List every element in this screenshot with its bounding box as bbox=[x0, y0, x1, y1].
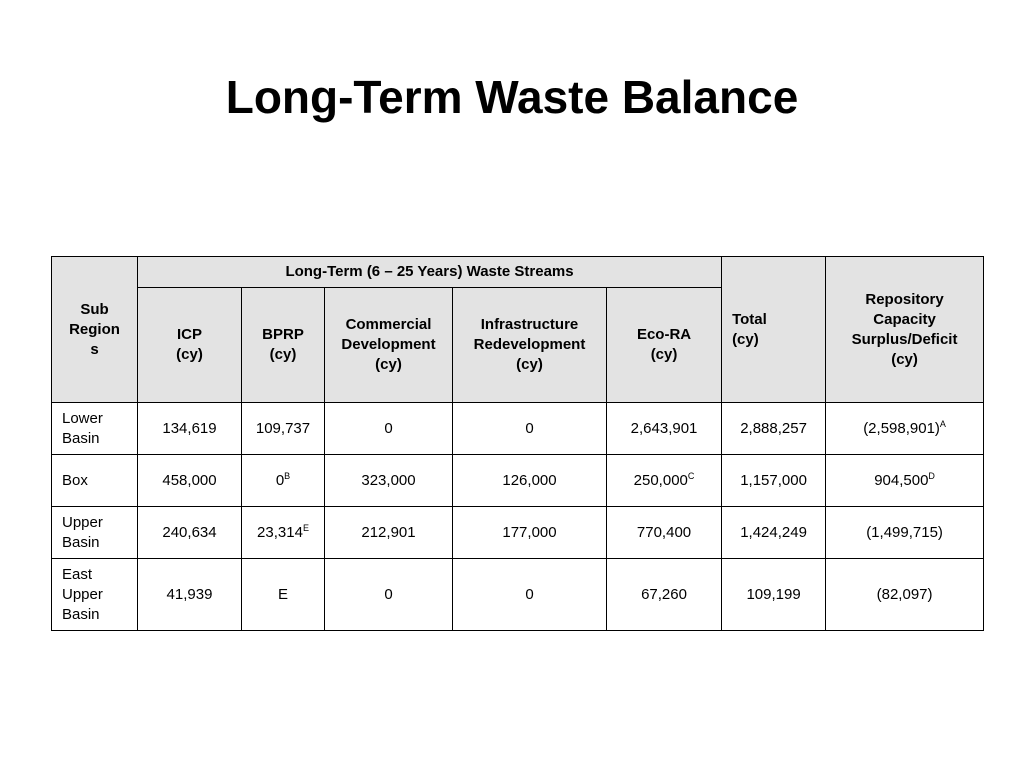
header-total: Total (cy) bbox=[722, 257, 826, 403]
header-bprp: BPRP (cy) bbox=[242, 288, 325, 403]
header-icp: ICP (cy) bbox=[138, 288, 242, 403]
cell-repository: $(2,598,901)^A$ bbox=[826, 403, 984, 455]
footnote-marker: C bbox=[687, 470, 695, 481]
cell-icp: 240,634 bbox=[138, 507, 242, 559]
page-title: Long-Term Waste Balance bbox=[225, 71, 799, 123]
table-row bbox=[52, 455, 984, 507]
cell-infrastructure: 0 bbox=[453, 403, 607, 455]
cell-commercial: 0 bbox=[325, 403, 453, 455]
footnote-marker: D bbox=[928, 470, 935, 481]
table-row bbox=[52, 559, 984, 631]
cell-repository: $904,500^D$ bbox=[826, 455, 984, 507]
cell-region: Lower Basin bbox=[52, 403, 138, 455]
cell-infrastructure: 0 bbox=[453, 559, 607, 631]
cell-infrastructure: 177,000 bbox=[453, 507, 607, 559]
waste-balance-table bbox=[51, 256, 984, 631]
cell-total: 109,199 bbox=[722, 559, 826, 631]
cell-commercial: 0 bbox=[325, 559, 453, 631]
cell-bprp: E bbox=[242, 559, 325, 631]
cell-total: 1,424,249 bbox=[722, 507, 826, 559]
cell-total: 2,888,257 bbox=[722, 403, 826, 455]
header-infrastructure-redevelopment: Infrastructure Redevelopment (cy) bbox=[453, 288, 607, 403]
header-repository-capacity: Repository Capacity Surplus/Deficit (cy) bbox=[826, 257, 984, 403]
cell-eco-ra: 67,260 bbox=[607, 559, 722, 631]
cell-region: Upper Basin bbox=[52, 507, 138, 559]
header-waste-streams-group: Long-Term (6 – 25 Years) Waste Streams bbox=[138, 257, 722, 288]
header-eco-ra: Eco-RA (cy) bbox=[607, 288, 722, 403]
cell-region: Box bbox=[52, 455, 138, 507]
cell-bprp: 109,737 bbox=[242, 403, 325, 455]
cell-icp: 134,619 bbox=[138, 403, 242, 455]
cell-bprp: $23,314^E$ bbox=[242, 507, 325, 559]
cell-bprp: $0^B$ bbox=[242, 455, 325, 507]
cell-eco-ra: 2,643,901 bbox=[607, 403, 722, 455]
header-commercial-development: Commercial Development (cy) bbox=[325, 288, 453, 403]
table-row bbox=[52, 403, 984, 455]
table-row bbox=[52, 507, 984, 559]
cell-eco-ra: 770,400 bbox=[607, 507, 722, 559]
header-sub-regions: Sub Region s bbox=[52, 257, 138, 403]
cell-repository: (82,097) bbox=[826, 559, 984, 631]
cell-infrastructure: 126,000 bbox=[453, 455, 607, 507]
cell-icp: 41,939 bbox=[138, 559, 242, 631]
cell-commercial: 323,000 bbox=[325, 455, 453, 507]
cell-icp: 458,000 bbox=[138, 455, 242, 507]
cell-commercial: 212,901 bbox=[325, 507, 453, 559]
footnote-marker: E bbox=[302, 522, 309, 533]
footnote-marker: B bbox=[284, 470, 291, 481]
header-row-group bbox=[52, 257, 984, 288]
cell-total: 1,157,000 bbox=[722, 455, 826, 507]
footnote-marker: A bbox=[939, 418, 946, 429]
cell-repository: (1,499,715) bbox=[826, 507, 984, 559]
cell-eco-ra: $250,000^C$ bbox=[607, 455, 722, 507]
cell-region: East Upper Basin bbox=[52, 559, 138, 631]
